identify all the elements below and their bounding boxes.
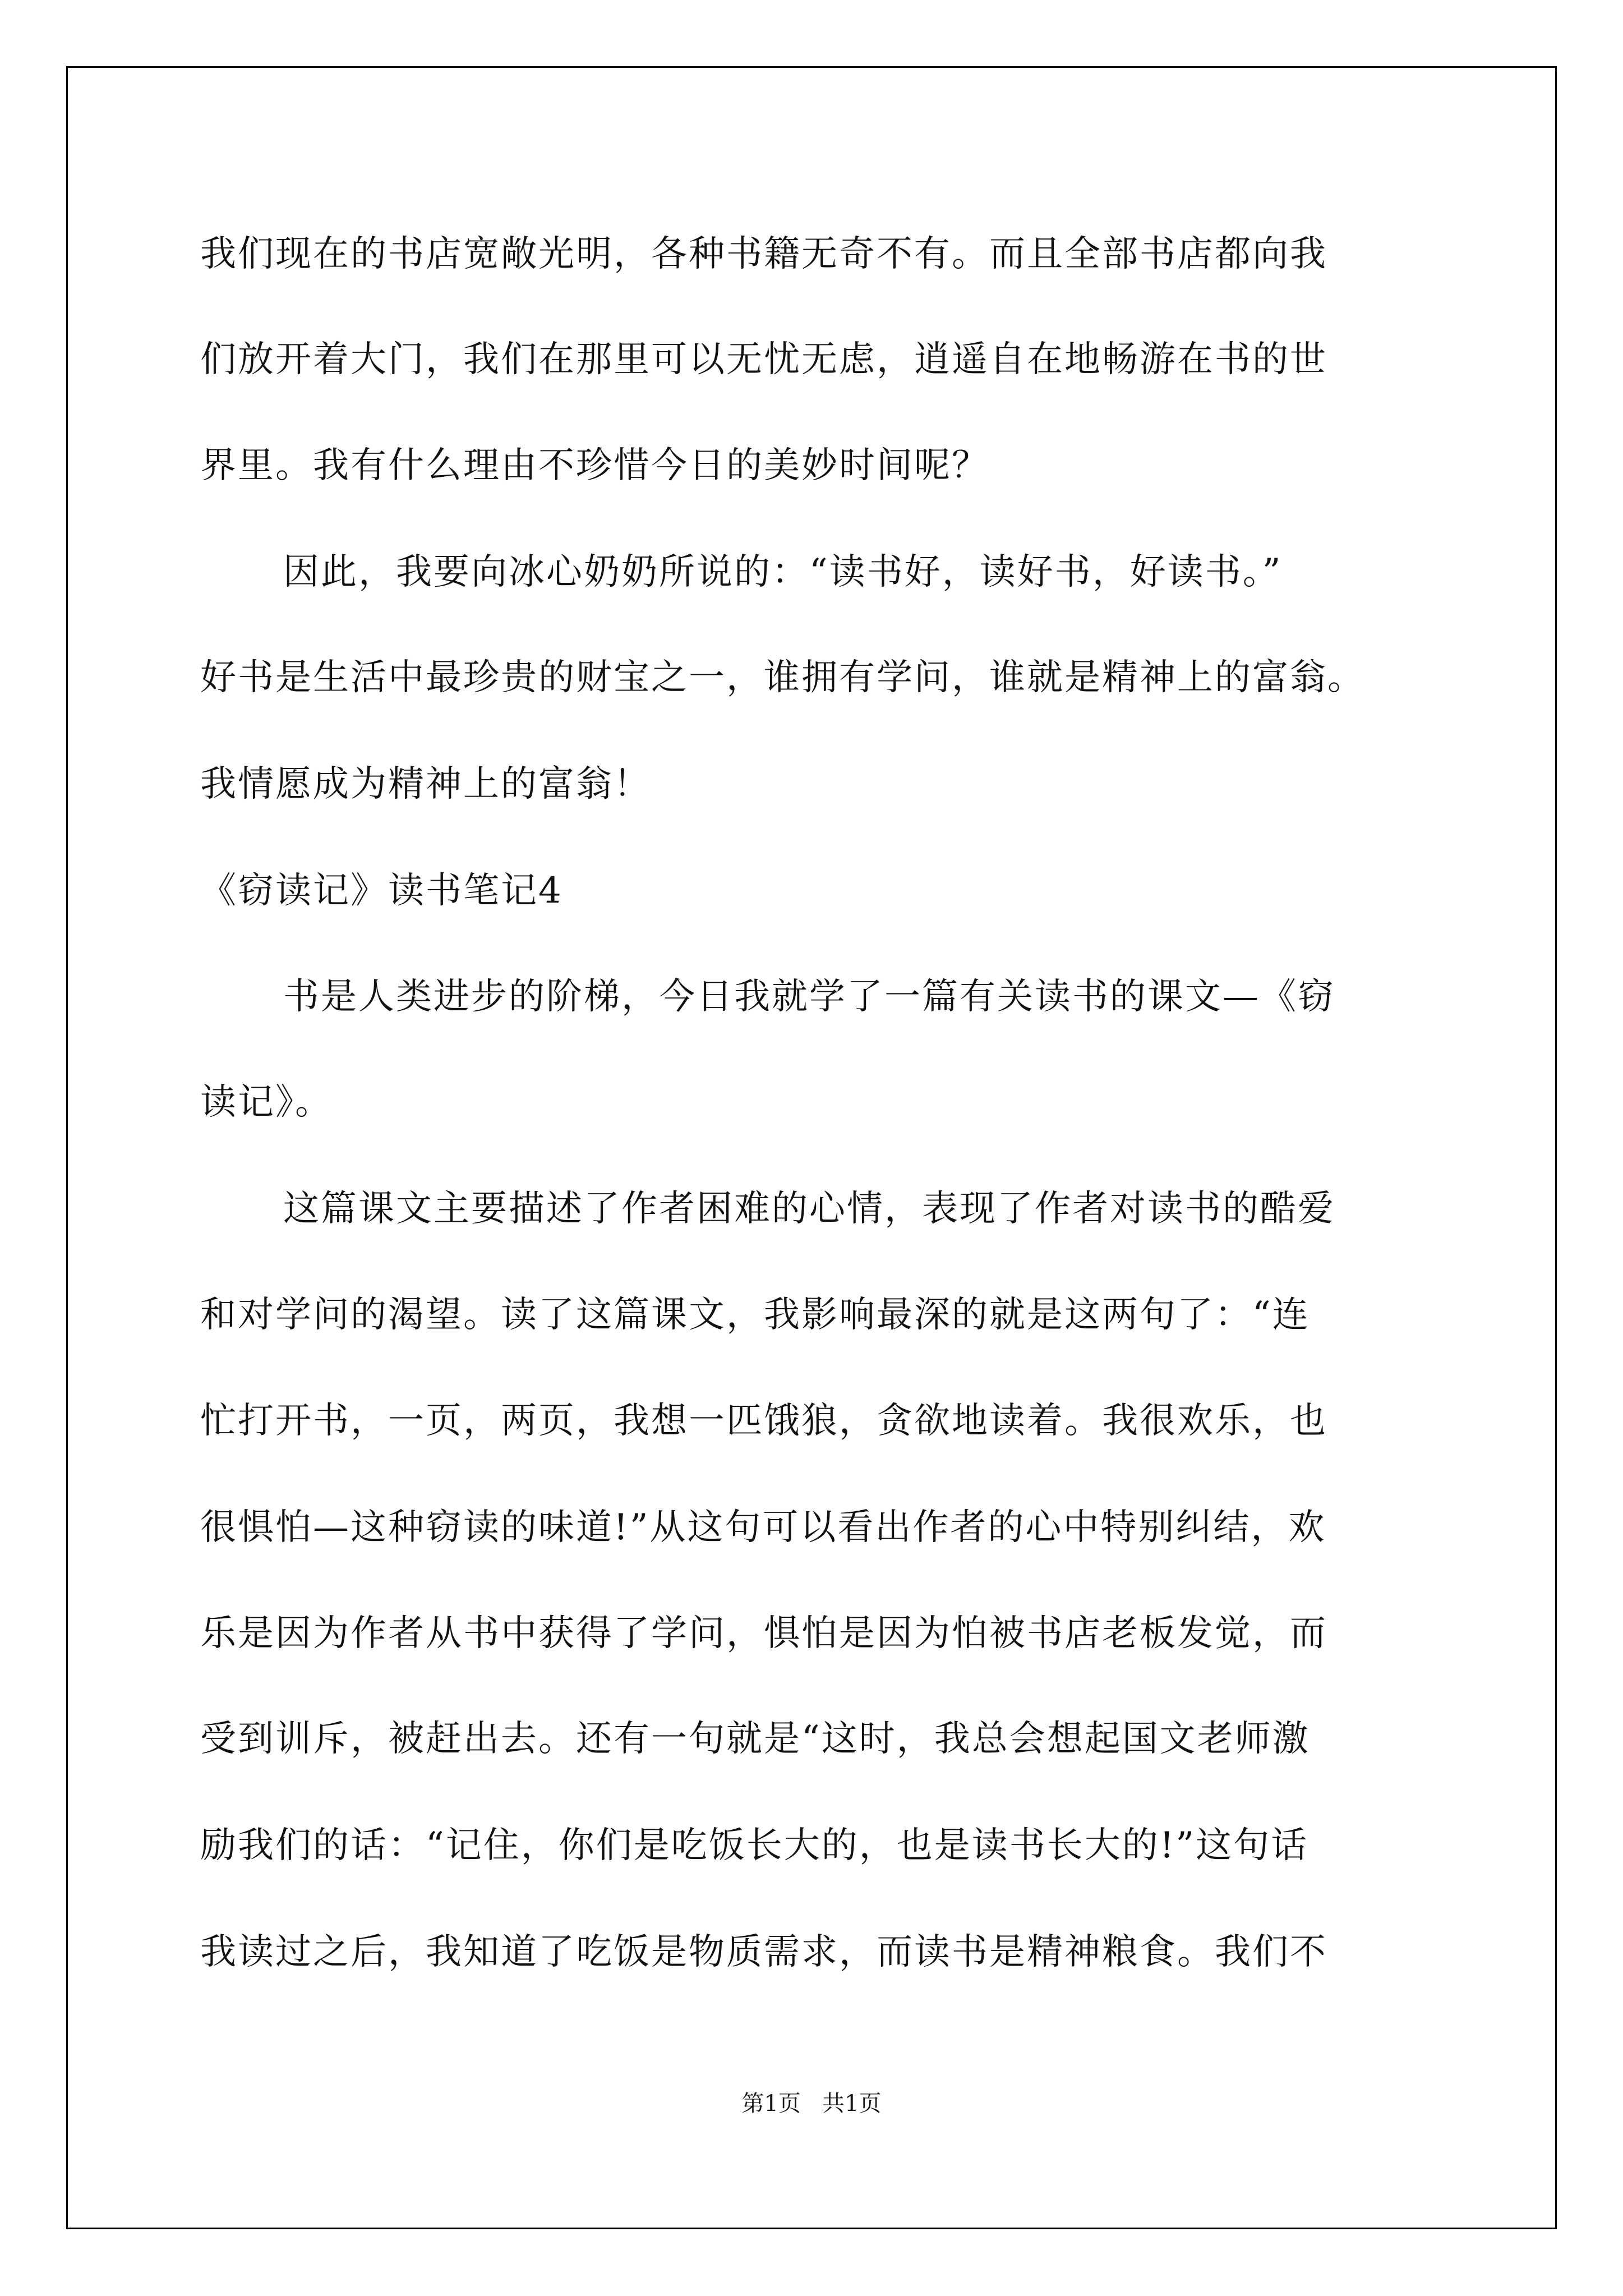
body-line: 读记》。 bbox=[200, 1082, 333, 1123]
page-border bbox=[66, 66, 1557, 2229]
body-line: 乐是因为作者从书中获得了学问，惧怕是因为怕被书店老板发觉，而 bbox=[200, 1613, 1327, 1654]
paragraph-first-line: 这篇课文主要描述了作者困难的心情，表现了作者对读书的酷爱 bbox=[283, 1188, 1335, 1230]
body-line: 们放开着大门，我们在那里可以无忧无虑，逍遥自在地畅游在书的世 bbox=[200, 339, 1327, 380]
body-line: 我情愿成为精神上的富翁！ bbox=[200, 763, 651, 805]
body-line: 好书是生活中最珍贵的财宝之一，谁拥有学问，谁就是精神上的富翁。 bbox=[200, 657, 1365, 698]
body-line: 界里。我有什么理由不珍惜今日的美妙时间呢？ bbox=[200, 445, 989, 486]
body-line: 励我们的话：“记住，你们是吃饭长大的，也是读书长大的!”这句话 bbox=[200, 1825, 1309, 1866]
body-line: 我读过之后，我知道了吃饭是物质需求，而读书是精神粮食。我们不 bbox=[200, 1931, 1327, 1973]
body-line: 很惧怕—这种窃读的味道!”从这句可以看出作者的心中特别纠结，欢 bbox=[200, 1507, 1326, 1548]
body-line: 我们现在的书店宽敞光明，各种书籍无奇不有。而且全部书店都向我 bbox=[200, 233, 1327, 275]
body-line: 受到训斥，被赶出去。还有一句就是“这时，我总会想起国文老师激 bbox=[200, 1718, 1310, 1760]
body-line: 忙打开书，一页，两页，我想一匹饿狼，贪欲地读着。我很欢乐，也 bbox=[200, 1400, 1327, 1442]
paragraph-first-line: 因此，我要向冰心奶奶所说的：“读书好，读好书，好读书。” bbox=[283, 551, 1283, 593]
paragraph-first-line: 书是人类进步的阶梯，今日我就学了一篇有关读书的课文—《窃 bbox=[283, 976, 1335, 1018]
page-number-footer: 第1页 共1页 bbox=[741, 2091, 882, 2116]
section-heading: 《窃读记》读书笔记4 bbox=[200, 870, 563, 912]
body-line: 和对学问的渴望。读了这篇课文，我影响最深的就是这两句了：“连 bbox=[200, 1294, 1310, 1336]
